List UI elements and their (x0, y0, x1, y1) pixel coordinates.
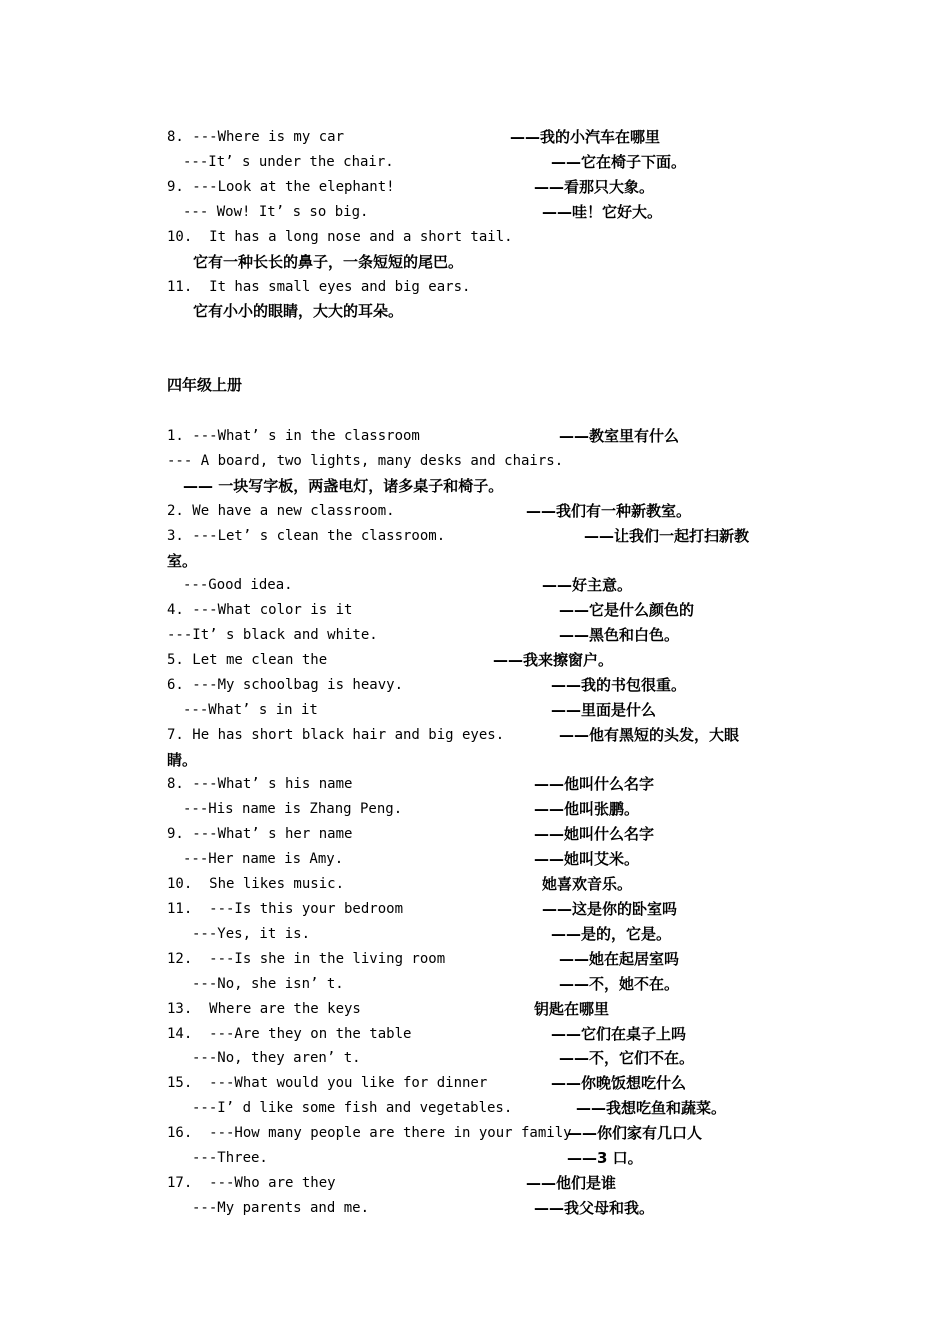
translation-text: ——它在椅子下面。 (551, 153, 687, 171)
translation-text: ——让我们一起打扫新教 (584, 527, 750, 545)
english-line: 13. Where are the keys (167, 1001, 361, 1017)
english-line: ---Good idea. (183, 577, 293, 593)
english-line: 11. It has small eyes and big ears. (167, 279, 471, 295)
translation-text: ——它们在桌子上吗 (551, 1025, 687, 1043)
translation-text: 室。 (167, 552, 198, 570)
english-line: ---His name is Zhang Peng. (183, 801, 403, 817)
english-line: 10. It has a long nose and a short tail. (167, 229, 513, 245)
english-line: 2. We have a new classroom. (167, 503, 395, 519)
translation-text: ——她叫什么名字 (534, 825, 655, 843)
english-line: ---No, she isn’ t. (192, 976, 344, 992)
translation-text: ——好主意。 (542, 576, 633, 594)
english-line: ---No, they aren’ t. (192, 1050, 361, 1066)
english-line: 8. ---Where is my car (167, 129, 345, 145)
translation-text: ——他叫什么名字 (534, 775, 655, 793)
translation-text: ——我的书包很重。 (551, 676, 687, 694)
english-line: 11. ---Is this your bedroom (167, 901, 404, 917)
translation-text: ——你们家有几口人 (567, 1124, 703, 1142)
english-line: ---Yes, it is. (192, 926, 311, 942)
translation-text: ——黑色和白色。 (559, 626, 680, 644)
english-line: --- Wow! It’ s so big. (183, 204, 369, 220)
english-line: 7. He has short black hair and big eyes. (167, 727, 505, 743)
english-line: 9. ---Look at the elephant! (167, 179, 395, 195)
translation-text: ——我来擦窗户。 (493, 651, 614, 669)
translation-text: ——看那只大象。 (534, 178, 655, 196)
english-line: 10. She likes music. (167, 876, 345, 892)
english-line: ---My parents and me. (192, 1200, 370, 1216)
translation-text: ——我父母和我。 (534, 1199, 655, 1217)
english-line: ---Three. (192, 1150, 268, 1166)
translation-text: —— 一块写字板，两盏电灯，诸多桌子和椅子。 (183, 477, 504, 495)
translation-text: 她喜欢音乐。 (542, 875, 633, 893)
translation-text: ——教室里有什么 (559, 427, 680, 445)
english-line: 15. ---What would you like for dinner (167, 1075, 488, 1091)
translation-text: ——哇！它好大。 (542, 203, 663, 221)
english-line: 6. ---My schoolbag is heavy. (167, 677, 404, 693)
translation-text: ——这是你的卧室吗 (542, 900, 678, 918)
english-line: 16. ---How many people are there in your family (167, 1125, 572, 1141)
english-line: ---Her name is Amy. (183, 851, 344, 867)
translation-text: ——不，它们不在。 (559, 1049, 695, 1067)
translation-text: ——它是什么颜色的 (559, 601, 695, 619)
english-line: 14. ---Are they on the table (167, 1026, 412, 1042)
english-line: 8. ---What’ s his name (167, 776, 353, 792)
translation-text: ——我们有一种新教室。 (526, 502, 692, 520)
translation-text: ——是的，它是。 (551, 925, 672, 943)
translation-text: ——3 口。 (567, 1149, 643, 1167)
translation-text: 睛。 (167, 751, 198, 769)
english-line: 5. Let me clean the (167, 652, 328, 668)
english-line: 12. ---Is she in the living room (167, 951, 446, 967)
translation-text: ——他有黑短的头发，大眼 (559, 726, 740, 744)
english-line: ---I’ d like some fish and vegetables. (192, 1100, 513, 1116)
english-line: ---It’ s black and white. (167, 627, 378, 643)
translation-text: 它有小小的眼睛，大大的耳朵。 (193, 302, 404, 320)
english-line: 4. ---What color is it (167, 602, 353, 618)
translation-text: 钥匙在哪里 (534, 1000, 610, 1018)
translation-text: ——不，她不在。 (559, 975, 680, 993)
translation-text: ——我的小汽车在哪里 (510, 128, 661, 146)
translation-text: ——他们是谁 (526, 1174, 617, 1192)
translation-text: 它有一种长长的鼻子，一条短短的尾巴。 (193, 253, 464, 271)
english-line: 17. ---Who are they (167, 1175, 336, 1191)
translation-text: ——里面是什么 (551, 701, 657, 719)
english-line: 9. ---What’ s her name (167, 826, 353, 842)
translation-text: ——他叫张鹏。 (534, 800, 640, 818)
english-line: --- A board, two lights, many desks and chairs. (167, 453, 564, 469)
english-line: ---What’ s in it (183, 702, 318, 718)
translation-text: ——我想吃鱼和蔬菜。 (576, 1099, 727, 1117)
english-line: ---It’ s under the chair. (183, 154, 394, 170)
translation-text: ——她叫艾米。 (534, 850, 640, 868)
english-line: 3. ---Let’ s clean the classroom. (167, 528, 446, 544)
translation-text: ——你晚饭想吃什么 (551, 1074, 687, 1092)
english-line: 1. ---What’ s in the classroom (167, 428, 420, 444)
translation-text: ——她在起居室吗 (559, 950, 680, 968)
section-heading: 四年级上册 (167, 376, 243, 394)
